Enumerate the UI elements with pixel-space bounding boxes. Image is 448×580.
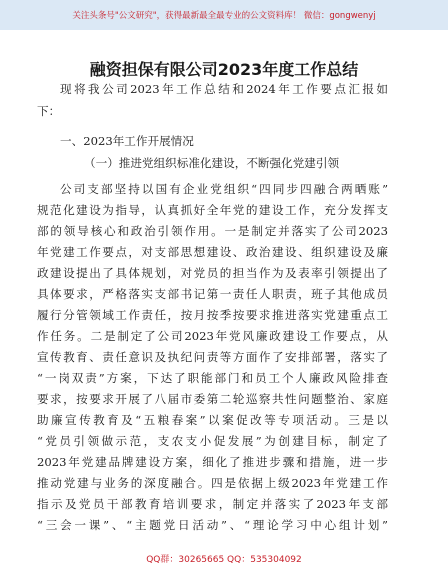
- header-banner: [0, 0, 448, 30]
- paragraph-line: 推动党建与业务的深度融合。四是依据上级2023年党建工作: [37, 476, 388, 490]
- paragraph-line: 宣传教育、责任意识及执纪问责等方面作了安排部署，落实了: [37, 350, 388, 364]
- footer-contact: QQ群：30265665 QQ：535304092: [146, 555, 302, 565]
- paragraph-line: 指示及党员干部教育培训要求，制定并落实了2023年支部: [37, 497, 388, 511]
- paragraph-line: 具体要求，严格落实支部书记第一责任人职责，班子其他成员: [37, 287, 388, 301]
- paragraph-line: 现将我公司2023年工作总结和2024年工作要点汇报如: [60, 82, 388, 96]
- paragraph-line: 助廉宣传教育及“五粮春案”以案促改等专项活动。三是以: [37, 413, 388, 427]
- paragraph-line: 规范化建设为指导，认真抓好全年党的建设工作，充分发挥支: [37, 203, 388, 217]
- paragraph-line: 履行分管领域工作责任，按月按季按要求推进落实党建重点工: [37, 308, 388, 322]
- section-heading: 一、2023年工作开展情况: [60, 134, 194, 148]
- document-title: 融资担保有限公司2023年度工作总结: [89, 60, 359, 79]
- paragraph-line: 要求，按要求开展了八届市委第二轮巡察共性问题整治、家庭: [37, 392, 388, 406]
- paragraph-line: “党员引领做示范，支农支小促发展”为创建目标，制定了: [37, 434, 388, 448]
- subsection-heading: （一）推进党组织标准化建设，不断强化党建引领: [84, 156, 340, 170]
- paragraph-line: “一岗双责”方案，下达了职能部门和员工个人廉政风险排查: [37, 371, 388, 385]
- paragraph-line: 作任务。二是制定了公司2023年党风廉政建设工作要点，从: [37, 329, 388, 343]
- paragraph-line: 2023年党建品牌建设方案，细化了推进步骤和措施，进一步: [37, 455, 388, 469]
- paragraph-line: 政建设提出了具体规划，对党员的担当作为及表率引领提出了: [37, 266, 388, 280]
- paragraph-line: “三会一课”、“主题党日活动”、“理论学习中心组计划”: [37, 518, 388, 532]
- paragraph-line: 下：: [37, 104, 61, 118]
- banner-text: 关注头条号"公文研究"，获得最新最全最专业的公文资料库！ 微信：gongwenyj: [72, 11, 376, 21]
- paragraph-line: 年党建工作要点，对支部思想建设、政治建设、组织建设及廉: [37, 245, 388, 259]
- paragraph-line: 部的领导核心和政治引领作用。一是制定并落实了公司2023: [37, 224, 388, 238]
- paragraph-line: 公司支部坚持以国有企业党组织“四同步四融合两晒账”: [60, 182, 388, 196]
